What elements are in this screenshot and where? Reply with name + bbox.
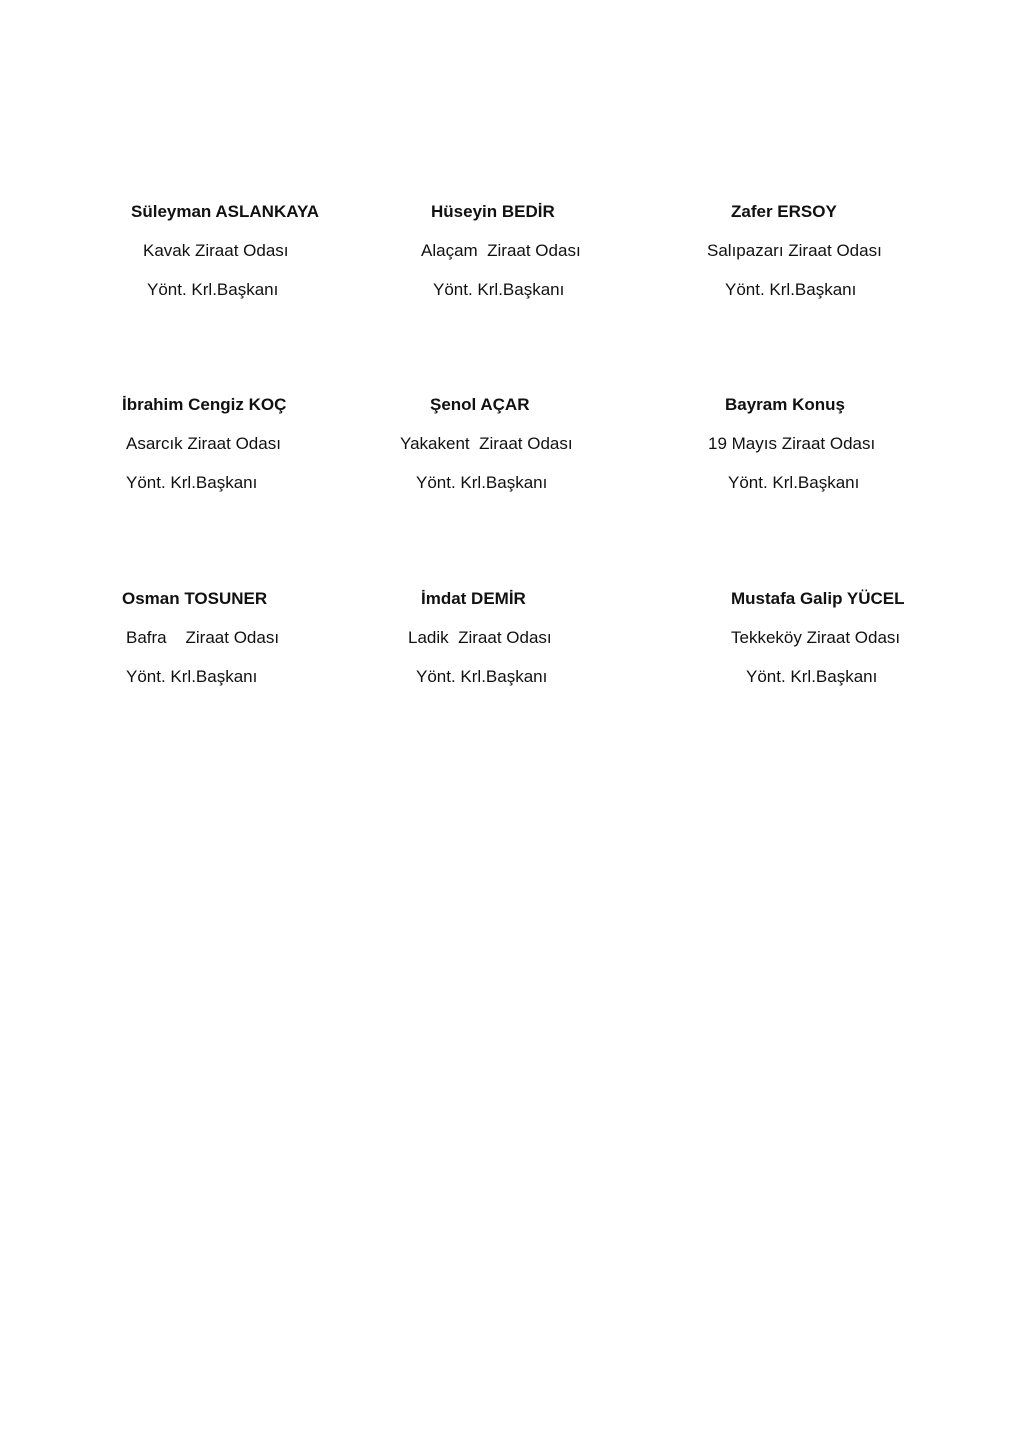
signatory-organization: Yakakent Ziraat Odası bbox=[400, 434, 573, 453]
signatory-name: İbrahim Cengiz KOÇ bbox=[122, 395, 287, 414]
signatory-organization: Kavak Ziraat Odası bbox=[143, 241, 289, 260]
signatory-name: Mustafa Galip YÜCEL bbox=[731, 589, 905, 608]
signatory-role: Yönt. Krl.Başkanı bbox=[126, 473, 258, 492]
signatory-organization: Salıpazarı Ziraat Odası bbox=[707, 241, 882, 260]
signatory-name: Hüseyin BEDİR bbox=[431, 202, 555, 221]
signatory-name: Osman TOSUNER bbox=[122, 589, 268, 608]
signatory-organization: Asarcık Ziraat Odası bbox=[126, 434, 281, 453]
signatory-name: Şenol AÇAR bbox=[430, 395, 530, 414]
signatory-role: Yönt. Krl.Başkanı bbox=[746, 667, 878, 686]
signatory-name: Bayram Konuş bbox=[725, 395, 845, 414]
signatory-role: Yönt. Krl.Başkanı bbox=[433, 280, 565, 299]
signatory-organization: Alaçam Ziraat Odası bbox=[421, 241, 581, 260]
signatory-role: Yönt. Krl.Başkanı bbox=[728, 473, 860, 492]
signatory-organization: Ladik Ziraat Odası bbox=[408, 628, 552, 647]
signatory-organization: Tekkeköy Ziraat Odası bbox=[731, 628, 901, 647]
signatory-role: Yönt. Krl.Başkanı bbox=[416, 667, 548, 686]
signatory-role: Yönt. Krl.Başkanı bbox=[725, 280, 857, 299]
signatory-role: Yönt. Krl.Başkanı bbox=[126, 667, 258, 686]
signatory-role: Yönt. Krl.Başkanı bbox=[416, 473, 548, 492]
signatory-organization: 19 Mayıs Ziraat Odası bbox=[708, 434, 876, 453]
signatory-name: Süleyman ASLANKAYA bbox=[131, 202, 320, 221]
signatory-name: Zafer ERSOY bbox=[731, 202, 837, 221]
signatory-role: Yönt. Krl.Başkanı bbox=[147, 280, 279, 299]
signatory-name: İmdat DEMİR bbox=[421, 589, 526, 608]
signatory-organization: Bafra Ziraat Odası bbox=[126, 628, 280, 647]
